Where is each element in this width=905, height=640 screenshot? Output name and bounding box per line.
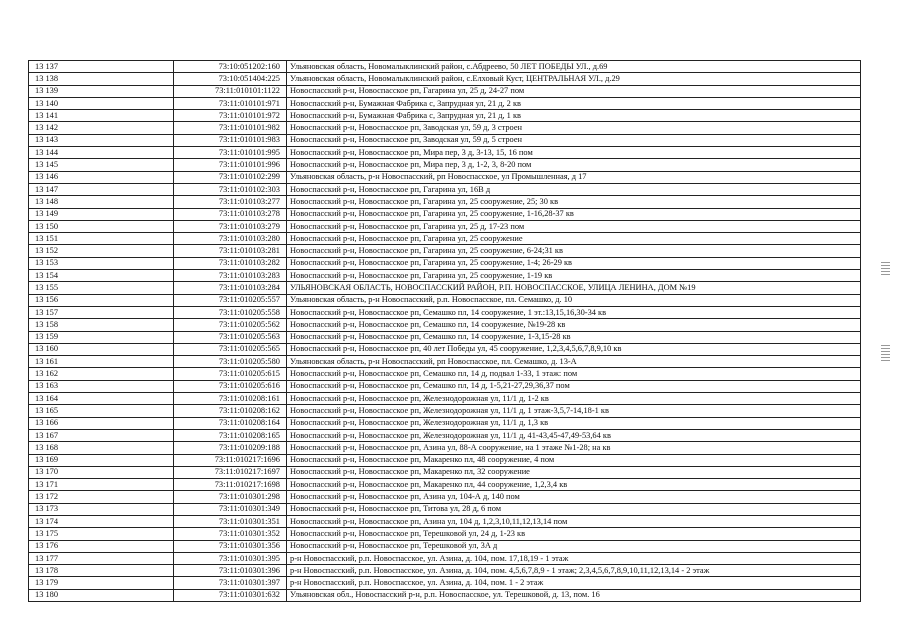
table-row xyxy=(29,380,861,392)
address: р-н Новоспасский, р.п. Новоспасское, ул. Азина, д. 104, пом. 1 - 2 этаж xyxy=(287,577,861,589)
address: Новоспасский р-н, Новоспасское рп, Заводская ул, 59 д, 3 строен xyxy=(287,122,861,134)
address: Новоспасский р-н, Новоспасское рп, Заводская ул, 59 д, 5 строен xyxy=(287,134,861,146)
row-number: 13 172 xyxy=(29,491,174,503)
cadastral-number: 73:11:010103:278 xyxy=(174,208,287,220)
row-number: 13 157 xyxy=(29,306,174,318)
address: Новоспасский р-н, Новоспасское рп, Азина ул, 104 д, 1,2,3,10,11,12,13,14 пом xyxy=(287,515,861,527)
row-number: 13 148 xyxy=(29,196,174,208)
row-number: 13 137 xyxy=(29,61,174,73)
table-row xyxy=(29,73,861,85)
row-number: 13 171 xyxy=(29,479,174,491)
table-row xyxy=(29,85,861,97)
table-row xyxy=(29,270,861,282)
row-number: 13 167 xyxy=(29,429,174,441)
address: Новоспасский р-н, Новоспасское рп, Гагарина ул, 16В д xyxy=(287,183,861,195)
table-row xyxy=(29,540,861,552)
row-number: 13 139 xyxy=(29,85,174,97)
address: Новоспасский р-н, Новоспасское рп, Железнодорожная ул, 11/1 д, 1,3 кв xyxy=(287,417,861,429)
row-number: 13 176 xyxy=(29,540,174,552)
table-row xyxy=(29,577,861,589)
table-row xyxy=(29,183,861,195)
address: Новоспасский р-н, Бумажная Фабрика с, Запрудная ул, 21 д, 1 кв xyxy=(287,110,861,122)
cadastral-number: 73:10:051404:225 xyxy=(174,73,287,85)
scan-mark-bottom xyxy=(881,345,890,363)
address: Ульяновская область, р-н Новоспасский, рп Новоспасское, пл. Семашко, д. 13-А xyxy=(287,356,861,368)
cadastral-number: 73:11:010209:188 xyxy=(174,442,287,454)
table-row xyxy=(29,565,861,577)
cadastral-number: 73:11:010205:616 xyxy=(174,380,287,392)
row-number: 13 138 xyxy=(29,73,174,85)
cadastral-number: 73:11:010205:615 xyxy=(174,368,287,380)
cadastral-number: 73:11:010301:351 xyxy=(174,515,287,527)
address: УЛЬЯНОВСКАЯ ОБЛАСТЬ, НОВОСПАССКИЙ РАЙОН, Р.П. НОВОСПАССКОЕ, УЛИЦА ЛЕНИНА, ДОМ №19 xyxy=(287,282,861,294)
cadastral-number: 73:11:010103:282 xyxy=(174,257,287,269)
table-row xyxy=(29,196,861,208)
table-row xyxy=(29,245,861,257)
table-row xyxy=(29,134,861,146)
cadastral-number: 73:11:010205:557 xyxy=(174,294,287,306)
table-row xyxy=(29,110,861,122)
cadastral-number: 73:11:010301:298 xyxy=(174,491,287,503)
table-row xyxy=(29,97,861,109)
address: Новоспасский р-н, Новоспасское рп, Азина ул, 104-А д, 140 пом xyxy=(287,491,861,503)
table-row xyxy=(29,479,861,491)
cadastral-number: 73:11:010103:284 xyxy=(174,282,287,294)
row-number: 13 158 xyxy=(29,319,174,331)
cadastral-number: 73:11:010103:280 xyxy=(174,233,287,245)
address: Ульяновская область, Новомалыклинский район, с.Абдреево, 50 ЛЕТ ПОБЕДЫ УЛ., д.69 xyxy=(287,61,861,73)
row-number: 13 156 xyxy=(29,294,174,306)
address: Новоспасский р-н, Новоспасское рп, 40 лет Победы ул, 45 сооружение, 1,2,3,4,5,6,7,8,9,10 кв xyxy=(287,343,861,355)
address: Новоспасский р-н, Новоспасское рп, Терешковой ул, 24 д, 1-23 кв xyxy=(287,528,861,540)
address: р-н Новоспасский, р.п. Новоспасское, ул. Азина, д. 104, пом. 17,18,19 - 1 этаж xyxy=(287,552,861,564)
table-row xyxy=(29,331,861,343)
address: Новоспасский р-н, Новоспасское рп, Титова ул, 28 д, 6 пом xyxy=(287,503,861,515)
register-table xyxy=(28,60,861,602)
row-number: 13 150 xyxy=(29,220,174,232)
table-row xyxy=(29,393,861,405)
address: Ульяновская область, р-н Новоспасский, р.п. Новоспасское, пл. Семашко, д. 10 xyxy=(287,294,861,306)
table-row xyxy=(29,405,861,417)
address: Новоспасский р-н, Новоспасское рп, Макаренко пл, 32 сооружение xyxy=(287,466,861,478)
cadastral-number: 73:11:010101:971 xyxy=(174,97,287,109)
cadastral-number: 73:11:010101:983 xyxy=(174,134,287,146)
table-row xyxy=(29,122,861,134)
cadastral-number: 73:11:010205:562 xyxy=(174,319,287,331)
address: р-н Новоспасский, р.п. Новоспасское, ул. Азина, д. 104, пом. 4,5,6,7,8,9 - 1 этаж; 2,3,4,5,6,7,8,9,10,11,12,13,14 - 2 этаж xyxy=(287,565,861,577)
row-number: 13 166 xyxy=(29,417,174,429)
row-number: 13 153 xyxy=(29,257,174,269)
address: Ульяновская область, р-н Новоспасский, рп Новоспасское, ул Промышленная, д 17 xyxy=(287,171,861,183)
row-number: 13 145 xyxy=(29,159,174,171)
row-number: 13 169 xyxy=(29,454,174,466)
address: Новоспасский р-н, Новоспасское рп, Мира пер, 3 д, 3-13, 15, 16 пом xyxy=(287,147,861,159)
table-row xyxy=(29,356,861,368)
table-row xyxy=(29,503,861,515)
cadastral-number: 73:11:010103:279 xyxy=(174,220,287,232)
address: Новоспасский р-н, Новоспасское рп, Гагарина ул, 25 сооружение xyxy=(287,233,861,245)
table-row xyxy=(29,208,861,220)
cadastral-number: 73:11:010217:1696 xyxy=(174,454,287,466)
row-number: 13 170 xyxy=(29,466,174,478)
table-row xyxy=(29,515,861,527)
table-row xyxy=(29,491,861,503)
cadastral-number: 73:11:010301:632 xyxy=(174,589,287,601)
row-number: 13 154 xyxy=(29,270,174,282)
cadastral-number: 73:11:010101:1122 xyxy=(174,85,287,97)
row-number: 13 174 xyxy=(29,515,174,527)
cadastral-number: 73:10:051202:160 xyxy=(174,61,287,73)
row-number: 13 163 xyxy=(29,380,174,392)
table-row xyxy=(29,159,861,171)
table-row xyxy=(29,454,861,466)
table-row xyxy=(29,306,861,318)
cadastral-number: 73:11:010217:1697 xyxy=(174,466,287,478)
row-number: 13 178 xyxy=(29,565,174,577)
row-number: 13 141 xyxy=(29,110,174,122)
row-number: 13 144 xyxy=(29,147,174,159)
table-row xyxy=(29,257,861,269)
cadastral-number: 73:11:010205:580 xyxy=(174,356,287,368)
address: Новоспасский р-н, Новоспасское рп, Семашко пл, 14 д, 1-5,21-27,29,36,37 пом xyxy=(287,380,861,392)
address: Новоспасский р-н, Новоспасское рп, Гагарина ул, 25 сооружение, 1-19 кв xyxy=(287,270,861,282)
address: Новоспасский р-н, Новоспасское рп, Гагарина ул, 25 д, 24-27 пом xyxy=(287,85,861,97)
cadastral-number: 73:11:010301:395 xyxy=(174,552,287,564)
table-row xyxy=(29,61,861,73)
table-row xyxy=(29,294,861,306)
row-number: 13 159 xyxy=(29,331,174,343)
address: Новоспасский р-н, Новоспасское рп, Гагарина ул, 25 д, 17-23 пом xyxy=(287,220,861,232)
table-row xyxy=(29,442,861,454)
cadastral-number: 73:11:010301:352 xyxy=(174,528,287,540)
row-number: 13 168 xyxy=(29,442,174,454)
cadastral-number: 73:11:010301:349 xyxy=(174,503,287,515)
row-number: 13 147 xyxy=(29,183,174,195)
scan-mark-top xyxy=(881,262,890,277)
cadastral-number: 73:11:010102:299 xyxy=(174,171,287,183)
cadastral-number: 73:11:010208:161 xyxy=(174,393,287,405)
table-row xyxy=(29,319,861,331)
table-row xyxy=(29,368,861,380)
address: Новоспасский р-н, Новоспасское рп, Макаренко пл, 44 сооружение, 1,2,3,4 кв xyxy=(287,479,861,491)
row-number: 13 173 xyxy=(29,503,174,515)
table-row xyxy=(29,171,861,183)
row-number: 13 165 xyxy=(29,405,174,417)
row-number: 13 175 xyxy=(29,528,174,540)
address: Новоспасский р-н, Новоспасское рп, Железнодорожная ул, 11/1 д, 1-2 кв xyxy=(287,393,861,405)
address: Новоспасский р-н, Новоспасское рп, Макаренко пл, 48 сооружение, 4 пом xyxy=(287,454,861,466)
row-number: 13 162 xyxy=(29,368,174,380)
table-row xyxy=(29,552,861,564)
register-table-body xyxy=(29,61,861,602)
address: Ульяновская обл., Новоспасский р-н, р.п. Новоспасское, ул. Терешковой, д. 13, пом. 16 xyxy=(287,589,861,601)
table-row xyxy=(29,466,861,478)
cadastral-number: 73:11:010208:165 xyxy=(174,429,287,441)
cadastral-number: 73:11:010103:283 xyxy=(174,270,287,282)
address: Новоспасский р-н, Новоспасское рп, Гагарина ул, 25 сооружение, 1-4; 26-29 кв xyxy=(287,257,861,269)
address: Новоспасский р-н, Новоспасское рп, Мира пер, 3 д, 1-2, 3, 8-20 пом xyxy=(287,159,861,171)
row-number: 13 149 xyxy=(29,208,174,220)
row-number: 13 179 xyxy=(29,577,174,589)
row-number: 13 142 xyxy=(29,122,174,134)
table-row xyxy=(29,429,861,441)
row-number: 13 152 xyxy=(29,245,174,257)
row-number: 13 155 xyxy=(29,282,174,294)
cadastral-number: 73:11:010101:982 xyxy=(174,122,287,134)
address: Ульяновская область, Новомалыклинский район, с.Елховый Куст, ЦЕНТРАЛЬНАЯ УЛ., д.29 xyxy=(287,73,861,85)
row-number: 13 177 xyxy=(29,552,174,564)
table-row xyxy=(29,147,861,159)
address: Новоспасский р-н, Новоспасское рп, Терешковой ул, 3А д xyxy=(287,540,861,552)
cadastral-number: 73:11:010208:164 xyxy=(174,417,287,429)
table-row xyxy=(29,282,861,294)
cadastral-number: 73:11:010205:558 xyxy=(174,306,287,318)
row-number: 13 164 xyxy=(29,393,174,405)
cadastral-number: 73:11:010301:356 xyxy=(174,540,287,552)
cadastral-number: 73:11:010208:162 xyxy=(174,405,287,417)
address: Новоспасский р-н, Новоспасское рп, Семашко пл, 14 сооружение, 1-3,15-28 кв xyxy=(287,331,861,343)
address: Новоспасский р-н, Новоспасское рп, Гагарина ул, 25 сооружение, 6-24;31 кв xyxy=(287,245,861,257)
cadastral-number: 73:11:010205:563 xyxy=(174,331,287,343)
cadastral-number: 73:11:010301:396 xyxy=(174,565,287,577)
address: Новоспасский р-н, Новоспасское рп, Семашко пл, 14 сооружение, 1 эт.:13,15,16,30-34 кв xyxy=(287,306,861,318)
table-row xyxy=(29,233,861,245)
address: Новоспасский р-н, Новоспасское рп, Гагарина ул, 25 сооружение, 1-16,28-37 кв xyxy=(287,208,861,220)
address: Новоспасский р-н, Новоспасское рп, Железнодорожная ул, 11/1 д, 1 этаж-3,5,7-14,18-1 кв xyxy=(287,405,861,417)
table-row xyxy=(29,220,861,232)
row-number: 13 143 xyxy=(29,134,174,146)
address: Новоспасский р-н, Новоспасское рп, Железнодорожная ул, 11/1 д, 41-43,45-47,49-53,64 кв xyxy=(287,429,861,441)
table-row xyxy=(29,528,861,540)
row-number: 13 180 xyxy=(29,589,174,601)
address: Новоспасский р-н, Бумажная Фабрика с, Запрудная ул, 21 д, 2 кв xyxy=(287,97,861,109)
address: Новоспасский р-н, Новоспасское рп, Семашко пл, 14 сооружение, №19-28 кв xyxy=(287,319,861,331)
row-number: 13 161 xyxy=(29,356,174,368)
row-number: 13 151 xyxy=(29,233,174,245)
table-row xyxy=(29,417,861,429)
cadastral-number: 73:11:010217:1698 xyxy=(174,479,287,491)
table-row xyxy=(29,589,861,601)
cadastral-number: 73:11:010102:303 xyxy=(174,183,287,195)
row-number: 13 146 xyxy=(29,171,174,183)
cadastral-number: 73:11:010103:281 xyxy=(174,245,287,257)
cadastral-number: 73:11:010101:995 xyxy=(174,147,287,159)
row-number: 13 140 xyxy=(29,97,174,109)
address: Новоспасский р-н, Новоспасское рп, Гагарина ул, 25 сооружение, 25; 30 кв xyxy=(287,196,861,208)
cadastral-number: 73:11:010205:565 xyxy=(174,343,287,355)
cadastral-number: 73:11:010101:972 xyxy=(174,110,287,122)
cadastral-number: 73:11:010101:996 xyxy=(174,159,287,171)
cadastral-number: 73:11:010301:397 xyxy=(174,577,287,589)
address: Новоспасский р-н, Новоспасское рп, Азина ул, 88-А сооружение, на 1 этаже №1-28; на кв xyxy=(287,442,861,454)
table-row xyxy=(29,343,861,355)
row-number: 13 160 xyxy=(29,343,174,355)
cadastral-number: 73:11:010103:277 xyxy=(174,196,287,208)
address: Новоспасский р-н, Новоспасское рп, Семашко пл, 14 д, подвал 1-33, 1 этаж: пом xyxy=(287,368,861,380)
